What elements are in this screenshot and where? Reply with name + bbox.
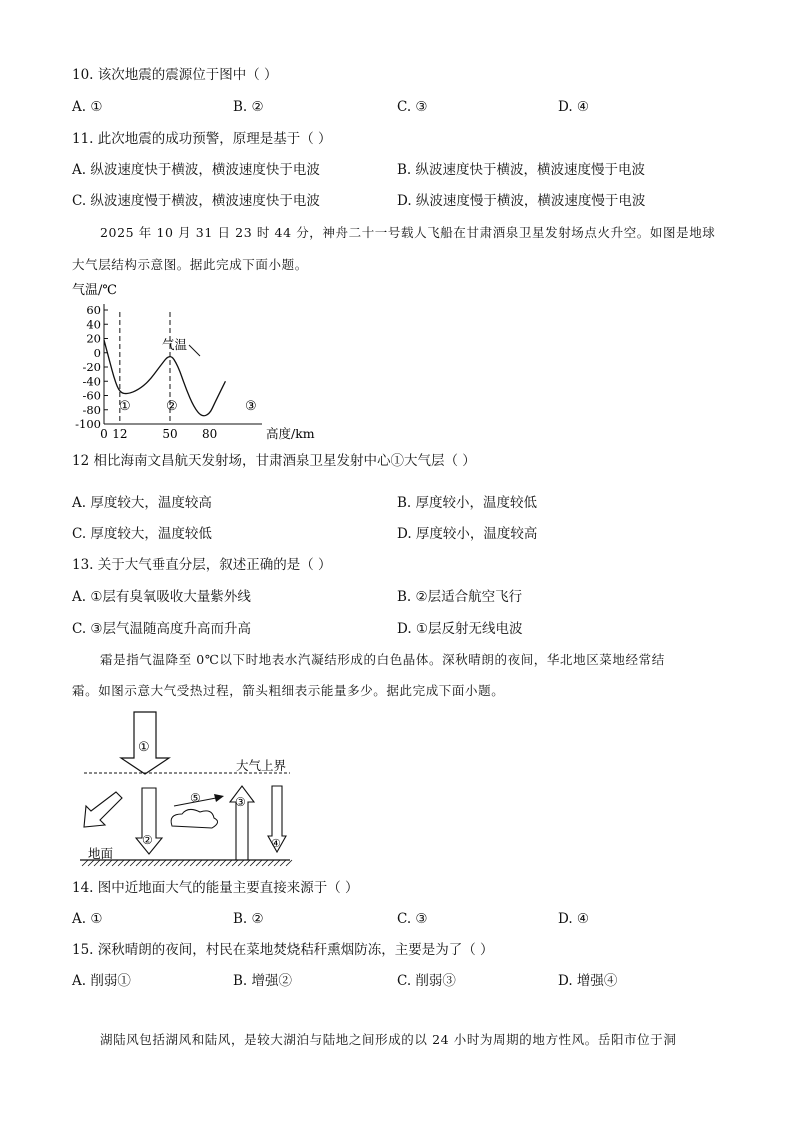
- y-tick-label: -100: [75, 417, 101, 431]
- x-tick-label: 80: [201, 427, 218, 441]
- q11-option-c[interactable]: C. 纵波速度慢于横波，横波速度快于电波: [72, 193, 320, 209]
- hatch-line: [178, 860, 184, 866]
- layer-label-2: ②: [166, 399, 178, 414]
- q12-stem: 12 相比海南文昌航天发射场，甘肃酒泉卫星发射中心①大气层（ ）: [72, 453, 476, 469]
- arrow-label-4: ④: [271, 837, 281, 850]
- series-label-leader: [189, 345, 200, 356]
- layer-label-3: ③: [245, 399, 257, 414]
- q10-option-d[interactable]: D. ④: [558, 99, 590, 115]
- q11-option-b[interactable]: B. 纵波速度快于横波，横波速度慢于电波: [397, 162, 646, 178]
- y-tick-label: -80: [82, 402, 101, 417]
- hatch-line: [172, 860, 178, 866]
- ground-label: 地面: [88, 846, 114, 861]
- q15-stem: 15. 深秋晴朗的夜间，村民在菜地焚烧秸秆熏烟防冻，主要是为了（ ）: [72, 942, 494, 958]
- q14-option-c[interactable]: C. ③: [397, 911, 428, 927]
- arrow-label-2: ②: [142, 833, 153, 847]
- ground-hatching: [82, 860, 292, 866]
- hatch-line: [136, 860, 142, 866]
- q10-stem: 10. 该次地震的震源位于图中（ ）: [72, 67, 278, 83]
- q14-option-a[interactable]: A. ①: [72, 911, 103, 927]
- atmosphere-top-label: 大气上界: [236, 758, 287, 773]
- hatch-line: [166, 860, 172, 866]
- passage2-line2: 霜。如图示意大气受热过程，箭头粗细表示能量多少。据此完成下面小题。: [72, 683, 505, 698]
- reflected-radiation-arrow: [84, 792, 122, 827]
- q10-option-c[interactable]: C. ③: [397, 99, 428, 115]
- hatch-line: [220, 860, 226, 866]
- q13-stem: 13. 关于大气垂直分层，叙述正确的是（ ）: [72, 557, 332, 573]
- q13-option-c[interactable]: C. ③层气温随高度升高而升高: [72, 621, 252, 637]
- hatch-line: [148, 860, 154, 866]
- hatch-line: [286, 860, 292, 866]
- x-tick-label: 12: [112, 427, 128, 441]
- passage1-line2: 大气层结构示意图。据此完成下面小题。: [72, 257, 308, 272]
- hatch-line: [250, 860, 256, 866]
- hatch-line: [226, 860, 232, 866]
- q11-option-a[interactable]: A. 纵波速度快于横波，横波速度快于电波: [72, 162, 320, 178]
- hatch-line: [130, 860, 136, 866]
- atmosphere-chart: [66, 280, 336, 445]
- x-tick-label: 50: [162, 427, 178, 441]
- cloud-icon: [171, 809, 217, 828]
- y-tick-label: -60: [82, 388, 101, 403]
- arrow-label-5: ⑤: [190, 791, 201, 805]
- q12-option-a[interactable]: A. 厚度较大，温度较高: [72, 495, 212, 511]
- hatch-line: [262, 860, 268, 866]
- q15-option-b[interactable]: B. 增强②: [233, 973, 293, 989]
- y-tick-label: 20: [86, 331, 101, 346]
- q12-option-b[interactable]: B. 厚度较小，温度较低: [397, 495, 538, 511]
- passage3-line1: 湖陆风包括湖风和陆风，是较大湖泊与陆地之间形成的以 24 小时为周期的地方性风。岳阳市位于洞: [100, 1032, 677, 1047]
- atmosphere-heating-diagram: [70, 706, 300, 871]
- q14-option-d[interactable]: D. ④: [558, 911, 590, 927]
- hatch-line: [280, 860, 286, 866]
- hatch-line: [208, 860, 214, 866]
- hatch-line: [202, 860, 208, 866]
- hatch-line: [274, 860, 280, 866]
- hatch-line: [154, 860, 160, 866]
- hatch-line: [256, 860, 262, 866]
- hatch-line: [118, 860, 124, 866]
- hatch-line: [124, 860, 130, 866]
- y-tick-label: 40: [86, 317, 101, 332]
- absorbed-radiation-head: [214, 794, 224, 802]
- chart-xlabel: 高度/km: [266, 426, 315, 441]
- hatch-line: [142, 860, 148, 866]
- x-tick-label: 0: [100, 427, 108, 441]
- y-tick-label: -20: [82, 360, 101, 374]
- q15-option-d[interactable]: D. 增强④: [558, 973, 618, 989]
- q15-option-a[interactable]: A. 削弱①: [72, 973, 131, 989]
- layer-label-1: ①: [119, 399, 131, 414]
- q14-stem: 14. 图中近地面大气的能量主要直接来源于（ ）: [72, 880, 359, 896]
- hatch-line: [238, 860, 244, 866]
- q10-option-b[interactable]: B. ②: [233, 99, 264, 115]
- q12-option-d[interactable]: D. 厚度较小，温度较高: [397, 526, 538, 542]
- q13-option-a[interactable]: A. ①层有臭氧吸收大量紫外线: [72, 589, 251, 605]
- chart-ylabel: 气温/℃: [72, 283, 117, 298]
- q13-option-d[interactable]: D. ①层反射无线电波: [397, 621, 523, 637]
- y-tick-label: 0: [93, 345, 101, 360]
- arrow-label-1: ①: [138, 740, 150, 755]
- q11-stem: 11. 此次地震的成功预警，原理是基于（ ）: [72, 131, 332, 147]
- hatch-line: [232, 860, 238, 866]
- hatch-line: [214, 860, 220, 866]
- q15-option-c[interactable]: C. 削弱③: [397, 973, 456, 989]
- hatch-line: [268, 860, 274, 866]
- q12-option-c[interactable]: C. 厚度较大，温度较低: [72, 526, 212, 542]
- hatch-line: [184, 860, 190, 866]
- q13-option-b[interactable]: B. ②层适合航空飞行: [397, 589, 523, 605]
- series-label: 气温: [162, 337, 188, 352]
- q11-option-d[interactable]: D. 纵波速度慢于横波，横波速度慢于电波: [397, 193, 646, 209]
- hatch-line: [244, 860, 250, 866]
- y-tick-label: 60: [86, 303, 101, 317]
- hatch-line: [160, 860, 166, 866]
- q10-option-a[interactable]: A. ①: [72, 99, 103, 115]
- arrow-label-3: ③: [235, 795, 246, 809]
- hatch-line: [190, 860, 196, 866]
- q14-option-b[interactable]: B. ②: [233, 911, 264, 927]
- y-tick-label: -40: [82, 374, 101, 389]
- passage1-line1: 2025 年 10 月 31 日 23 时 44 分，神舟二十一号载人飞船在甘肃酒泉卫星发射场点火升空。如图是地球: [100, 225, 716, 240]
- hatch-line: [196, 860, 202, 866]
- passage2-line1: 霜是指气温降至 0℃以下时地表水汽凝结形成的白色晶体。深秋晴朗的夜间，华北地区菜地经常结: [100, 652, 665, 667]
